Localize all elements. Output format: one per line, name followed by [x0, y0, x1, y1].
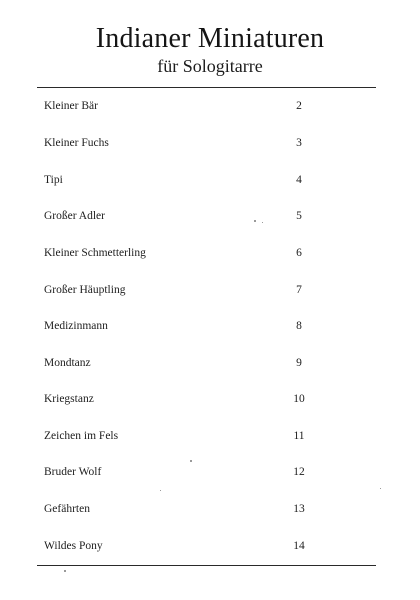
page-title: Indianer Miniaturen	[95, 23, 325, 54]
toc-entry-title: Kriegstanz	[44, 393, 94, 405]
toc-entry	[44, 499, 314, 519]
toc-entry-page: 8	[296, 320, 302, 332]
toc-entry-title: Mondtanz	[44, 357, 91, 369]
toc-entry-title: Wildes Pony	[44, 540, 103, 552]
toc-entry-title: Bruder Wolf	[44, 466, 102, 478]
toc-entry-page: 12	[293, 466, 305, 478]
scan-speck	[190, 460, 192, 462]
toc-entry	[44, 170, 314, 190]
toc-entry	[44, 426, 314, 446]
toc-entry	[44, 280, 314, 300]
toc-entry-page: 5	[296, 210, 302, 222]
toc-entry	[44, 96, 314, 116]
toc-entry-title: Großer Häuptling	[44, 284, 126, 296]
toc-entry-title: Tipi	[44, 174, 63, 186]
toc-entry	[44, 206, 314, 226]
toc-entry	[44, 462, 314, 482]
toc-entry	[44, 133, 314, 153]
scan-speck	[254, 220, 256, 222]
toc-entry-title: Kleiner Bär	[44, 100, 98, 112]
toc-entry-page: 10	[293, 393, 305, 405]
toc-entry-title: Zeichen im Fels	[44, 430, 119, 442]
toc-entry-page: 7	[296, 284, 302, 296]
toc-entry-page: 14	[293, 540, 305, 552]
scan-speck	[64, 570, 66, 572]
toc-entry-title: Kleiner Schmetterling	[44, 247, 146, 259]
bottom-divider	[37, 565, 376, 566]
toc-entry-page: 3	[296, 137, 302, 149]
toc-entry-page: 4	[296, 174, 302, 186]
scan-speck	[380, 488, 381, 489]
toc-entry-page: 11	[293, 430, 305, 442]
toc-entry-page: 9	[296, 357, 302, 369]
toc-entry	[44, 243, 314, 263]
toc-entry	[44, 316, 314, 336]
scan-speck	[262, 222, 263, 223]
toc-entry-page: 6	[296, 247, 302, 259]
toc-entry-title: Großer Adler	[44, 210, 105, 222]
toc-entry-page: 2	[296, 100, 302, 112]
toc-entry	[44, 536, 314, 556]
toc-entry-title: Medizinmann	[44, 320, 108, 332]
toc-entry	[44, 353, 314, 373]
scan-speck	[160, 490, 161, 491]
toc-entry	[44, 389, 314, 409]
toc-entry-page: 13	[293, 503, 305, 515]
toc-entry-title: Kleiner Fuchs	[44, 137, 109, 149]
toc-entry-title: Gefährten	[44, 503, 90, 515]
page-subtitle: für Sologitarre	[157, 56, 263, 76]
